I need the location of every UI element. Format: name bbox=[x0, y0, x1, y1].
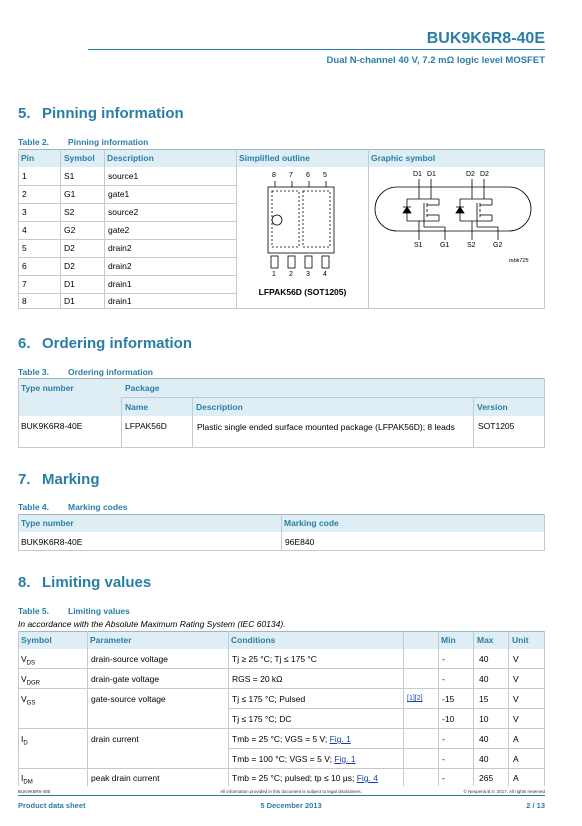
table-top-border bbox=[18, 631, 545, 632]
symbol-text: I bbox=[21, 734, 24, 744]
pin-number: 2 bbox=[22, 189, 27, 199]
section-number: 5. bbox=[18, 105, 31, 122]
col-header-type-number: Type number bbox=[21, 518, 74, 528]
pin-description: gate1 bbox=[108, 189, 130, 199]
conditions-cell: Tj ≥ 25 °C; Tj ≤ 175 °C bbox=[232, 654, 317, 664]
table-top-border bbox=[18, 149, 545, 150]
pin-number: 5 bbox=[22, 243, 27, 253]
symbol-subscript: GS bbox=[26, 700, 36, 707]
footer-doc-id: BUK9K6R8-40E bbox=[18, 789, 51, 794]
symbol-text: V bbox=[21, 674, 27, 684]
conditions-text: Tmb = 25 °C; VGS = 5 V; bbox=[232, 734, 330, 744]
table-2-caption bbox=[18, 137, 148, 147]
symbol-subscript: D bbox=[23, 740, 28, 747]
symbol-subscript: DGR bbox=[26, 680, 41, 687]
col-header-parameter: Parameter bbox=[90, 635, 132, 645]
pin-label: 8 bbox=[272, 172, 276, 179]
col-header-description: Description bbox=[107, 153, 154, 163]
col-header-symbol: Symbol bbox=[21, 635, 52, 645]
max-cell: 40 bbox=[479, 734, 489, 744]
ordering-table bbox=[18, 378, 545, 448]
min-cell: - bbox=[442, 734, 445, 744]
section-title: Ordering information bbox=[42, 335, 192, 352]
pin-symbol: S1 bbox=[64, 171, 75, 181]
vline bbox=[544, 378, 545, 448]
col-header-max: Max bbox=[477, 635, 494, 645]
terminal-label: D1 bbox=[413, 171, 422, 178]
vline bbox=[121, 398, 122, 448]
package-description-cell: Plastic single ended surface mounted package (LFPAK56D); 8 leads bbox=[197, 422, 455, 432]
pin-label: 7 bbox=[289, 172, 293, 179]
figure-link[interactable]: Fig. 1 bbox=[334, 754, 356, 764]
pin-number: 8 bbox=[22, 296, 27, 306]
terminal-label: D2 bbox=[466, 171, 475, 178]
section-number: 8. bbox=[18, 574, 31, 591]
footer-page-number: 2 / 13 bbox=[526, 801, 545, 810]
terminal-label: D1 bbox=[427, 171, 436, 178]
terminal-label: G1 bbox=[440, 242, 450, 249]
table-bottom-border bbox=[18, 550, 545, 551]
figure-link[interactable]: Fig. 1 bbox=[329, 734, 351, 744]
caption-text: Ordering information bbox=[68, 367, 153, 377]
conditions-cell bbox=[232, 734, 351, 744]
footer-rule bbox=[18, 795, 545, 796]
pin-description: source2 bbox=[108, 207, 139, 217]
table-5-caption bbox=[18, 606, 130, 616]
symbol-text: I bbox=[21, 773, 24, 783]
symbol-text: V bbox=[21, 654, 27, 664]
pin-symbol: D1 bbox=[64, 296, 75, 306]
footer-date: 5 December 2013 bbox=[260, 801, 322, 810]
pin-rows bbox=[18, 167, 236, 309]
symbol-cell bbox=[21, 654, 35, 667]
pin-description: drain2 bbox=[108, 243, 132, 253]
col-header-name: Name bbox=[125, 402, 149, 412]
min-cell: -10 bbox=[442, 714, 455, 724]
table-row bbox=[18, 769, 545, 786]
pin-symbol: G2 bbox=[64, 225, 76, 235]
col-header-pin: Pin bbox=[21, 153, 35, 163]
parameter-cell: drain-source voltage bbox=[91, 654, 169, 664]
section-number: 7. bbox=[18, 471, 31, 488]
document-title: BUK9K6R8-40E bbox=[426, 30, 545, 47]
pin-symbol: D2 bbox=[64, 243, 75, 253]
table-row bbox=[18, 293, 236, 309]
pin-number: 4 bbox=[22, 225, 27, 235]
col-header-unit: Unit bbox=[512, 635, 529, 645]
table-row bbox=[18, 729, 545, 748]
parameter-cell: drain-gate voltage bbox=[91, 674, 160, 684]
table-row bbox=[18, 669, 545, 689]
note-reference-link[interactable]: [1][2] bbox=[407, 695, 423, 702]
max-cell: 40 bbox=[479, 654, 489, 664]
unit-cell: A bbox=[513, 773, 519, 783]
pin-description: source1 bbox=[108, 171, 139, 181]
table-top-border bbox=[18, 378, 545, 379]
conditions-text: Tmb = 100 °C; VGS = 5 V; bbox=[232, 754, 335, 764]
pin-description: drain1 bbox=[108, 296, 132, 306]
max-cell: 10 bbox=[479, 714, 489, 724]
pin-label: 6 bbox=[306, 172, 310, 179]
type-number-cell: BUK9K6R8-40E bbox=[21, 421, 83, 431]
table-row bbox=[18, 649, 545, 669]
table-row bbox=[18, 167, 236, 186]
caption-number: Table 5. bbox=[18, 606, 50, 616]
conditions-text: Tmb = 25 °C; pulsed; tp ≤ 10 µs; bbox=[232, 773, 357, 783]
caption-number: Table 4. bbox=[18, 502, 50, 512]
pin-number: 7 bbox=[22, 279, 27, 289]
conditions-cell bbox=[232, 773, 378, 783]
min-cell: - bbox=[442, 754, 445, 764]
table-row bbox=[18, 709, 545, 728]
table-3-caption bbox=[18, 367, 153, 377]
section-6-heading bbox=[18, 335, 192, 352]
parameter-cell: peak drain current bbox=[91, 773, 160, 783]
pin-number: 6 bbox=[22, 261, 27, 271]
table-row bbox=[18, 239, 236, 258]
min-cell: - bbox=[442, 773, 445, 783]
table-row bbox=[18, 185, 236, 204]
terminal-label: S2 bbox=[467, 242, 476, 249]
pin-symbol: D2 bbox=[64, 261, 75, 271]
min-cell: -15 bbox=[442, 694, 455, 704]
max-cell: 40 bbox=[479, 754, 489, 764]
section-8-heading bbox=[18, 574, 151, 591]
header-rule bbox=[88, 49, 545, 50]
conditions-cell: RGS = 20 kΩ bbox=[232, 674, 283, 684]
col-header-marking-code: Marking code bbox=[284, 518, 339, 528]
vline bbox=[281, 514, 282, 551]
pin-number: 3 bbox=[22, 207, 27, 217]
section-title: Marking bbox=[42, 471, 100, 488]
pin-number: 1 bbox=[22, 171, 27, 181]
pin-label: 2 bbox=[289, 271, 293, 278]
pin-description: drain1 bbox=[108, 279, 132, 289]
unit-cell: A bbox=[513, 734, 519, 744]
parameter-cell: gate-source voltage bbox=[91, 694, 166, 704]
footer-disclaimer: All information provided in this document is subject to legal disclaimers. bbox=[220, 789, 362, 794]
vline bbox=[18, 378, 19, 448]
caption-text: Limiting values bbox=[68, 606, 130, 616]
vline bbox=[192, 398, 193, 448]
col-header-description: Description bbox=[196, 402, 243, 412]
package-name-cell: LFPAK56D bbox=[125, 421, 167, 431]
pin-description: gate2 bbox=[108, 225, 130, 235]
col-header-version: Version bbox=[477, 402, 508, 412]
table-row bbox=[18, 203, 236, 222]
marking-code-cell: 96E840 bbox=[285, 537, 315, 547]
caption-text: Marking codes bbox=[68, 502, 128, 512]
graphic-symbol bbox=[369, 167, 544, 308]
figure-reference: mbk725 bbox=[509, 258, 529, 264]
pin-label: 1 bbox=[272, 271, 276, 278]
table-bottom-border bbox=[18, 447, 545, 448]
table-note: In accordance with the Absolute Maximum Rating System (IEC 60134). bbox=[18, 619, 286, 629]
limiting-values-table bbox=[18, 631, 545, 786]
conditions-cell: Tj ≤ 175 °C; Pulsed bbox=[232, 694, 306, 704]
package-label: LFPAK56D (SOT1205) bbox=[258, 287, 347, 297]
conditions-cell bbox=[232, 754, 356, 764]
section-5-heading bbox=[18, 105, 184, 122]
symbol-cell bbox=[21, 694, 35, 707]
col-header-outline: Simplified outline bbox=[239, 153, 310, 163]
caption-number: Table 3. bbox=[18, 367, 50, 377]
unit-cell: V bbox=[513, 694, 519, 704]
terminal-label: D2 bbox=[480, 171, 489, 178]
marking-table bbox=[18, 514, 545, 551]
symbol-cell bbox=[21, 674, 40, 687]
unit-cell: V bbox=[513, 714, 519, 724]
caption-text: Pinning information bbox=[68, 137, 149, 147]
symbol-subscript: DM bbox=[23, 779, 33, 786]
table-row bbox=[18, 221, 236, 240]
parameter-cell: drain current bbox=[91, 734, 139, 744]
section-number: 6. bbox=[18, 335, 31, 352]
symbol-subscript: DS bbox=[26, 660, 36, 667]
col-header-conditions: Conditions bbox=[231, 635, 276, 645]
col-header-graphic-symbol: Graphic symbol bbox=[371, 153, 436, 163]
table-row bbox=[18, 749, 545, 768]
min-cell: - bbox=[442, 674, 445, 684]
section-title: Limiting values bbox=[42, 574, 152, 591]
section-7-heading bbox=[18, 471, 100, 488]
col-header-type-number: Type number bbox=[21, 383, 74, 393]
max-cell: 15 bbox=[479, 694, 489, 704]
pin-description: drain2 bbox=[108, 261, 132, 271]
document-subtitle: Dual N-channel 40 V, 7.2 mΩ logic level MOSFET bbox=[326, 55, 545, 66]
pin-symbol: G1 bbox=[64, 189, 76, 199]
table-row bbox=[18, 275, 236, 294]
simplified-outline bbox=[237, 167, 368, 308]
terminal-label: G2 bbox=[493, 242, 503, 249]
unit-cell: V bbox=[513, 674, 519, 684]
unit-cell: V bbox=[513, 654, 519, 664]
caption-number: Table 2. bbox=[18, 137, 50, 147]
footer-doc-type: Product data sheet bbox=[18, 801, 86, 810]
vline bbox=[473, 398, 474, 448]
unit-cell: A bbox=[513, 754, 519, 764]
figure-link[interactable]: Fig. 4 bbox=[356, 773, 378, 783]
vline bbox=[544, 149, 545, 309]
table-row bbox=[18, 257, 236, 276]
pin-label: 5 bbox=[323, 172, 327, 179]
package-version-cell: SOT1205 bbox=[478, 421, 515, 431]
conditions-cell: Tj ≤ 175 °C; DC bbox=[232, 714, 292, 724]
vline bbox=[18, 514, 19, 551]
max-cell: 265 bbox=[479, 773, 494, 783]
section-title: Pinning information bbox=[42, 105, 184, 122]
table-4-caption bbox=[18, 502, 128, 512]
table-row bbox=[18, 689, 545, 708]
symbol-cell bbox=[21, 773, 33, 786]
symbol-text: V bbox=[21, 694, 27, 704]
max-cell: 40 bbox=[479, 674, 489, 684]
symbol-cell bbox=[21, 734, 28, 747]
min-cell: - bbox=[442, 654, 445, 664]
pin-label: 3 bbox=[306, 271, 310, 278]
col-header-symbol: Symbol bbox=[64, 153, 95, 163]
col-header-package: Package bbox=[125, 383, 160, 393]
col-header-min: Min bbox=[441, 635, 456, 645]
pin-label: 4 bbox=[323, 271, 327, 278]
header-divider bbox=[121, 397, 545, 398]
pinning-table bbox=[18, 149, 545, 309]
vline bbox=[544, 514, 545, 551]
mosfet-symbol-drawing bbox=[369, 167, 544, 308]
type-number-cell: BUK9K6R8-40E bbox=[21, 537, 83, 547]
pin-symbol: D1 bbox=[64, 279, 75, 289]
footer-copyright: © Nexperia B.V. 2017. All rights reserved bbox=[463, 789, 545, 794]
pin-symbol: S2 bbox=[64, 207, 75, 217]
terminal-label: S1 bbox=[414, 242, 423, 249]
